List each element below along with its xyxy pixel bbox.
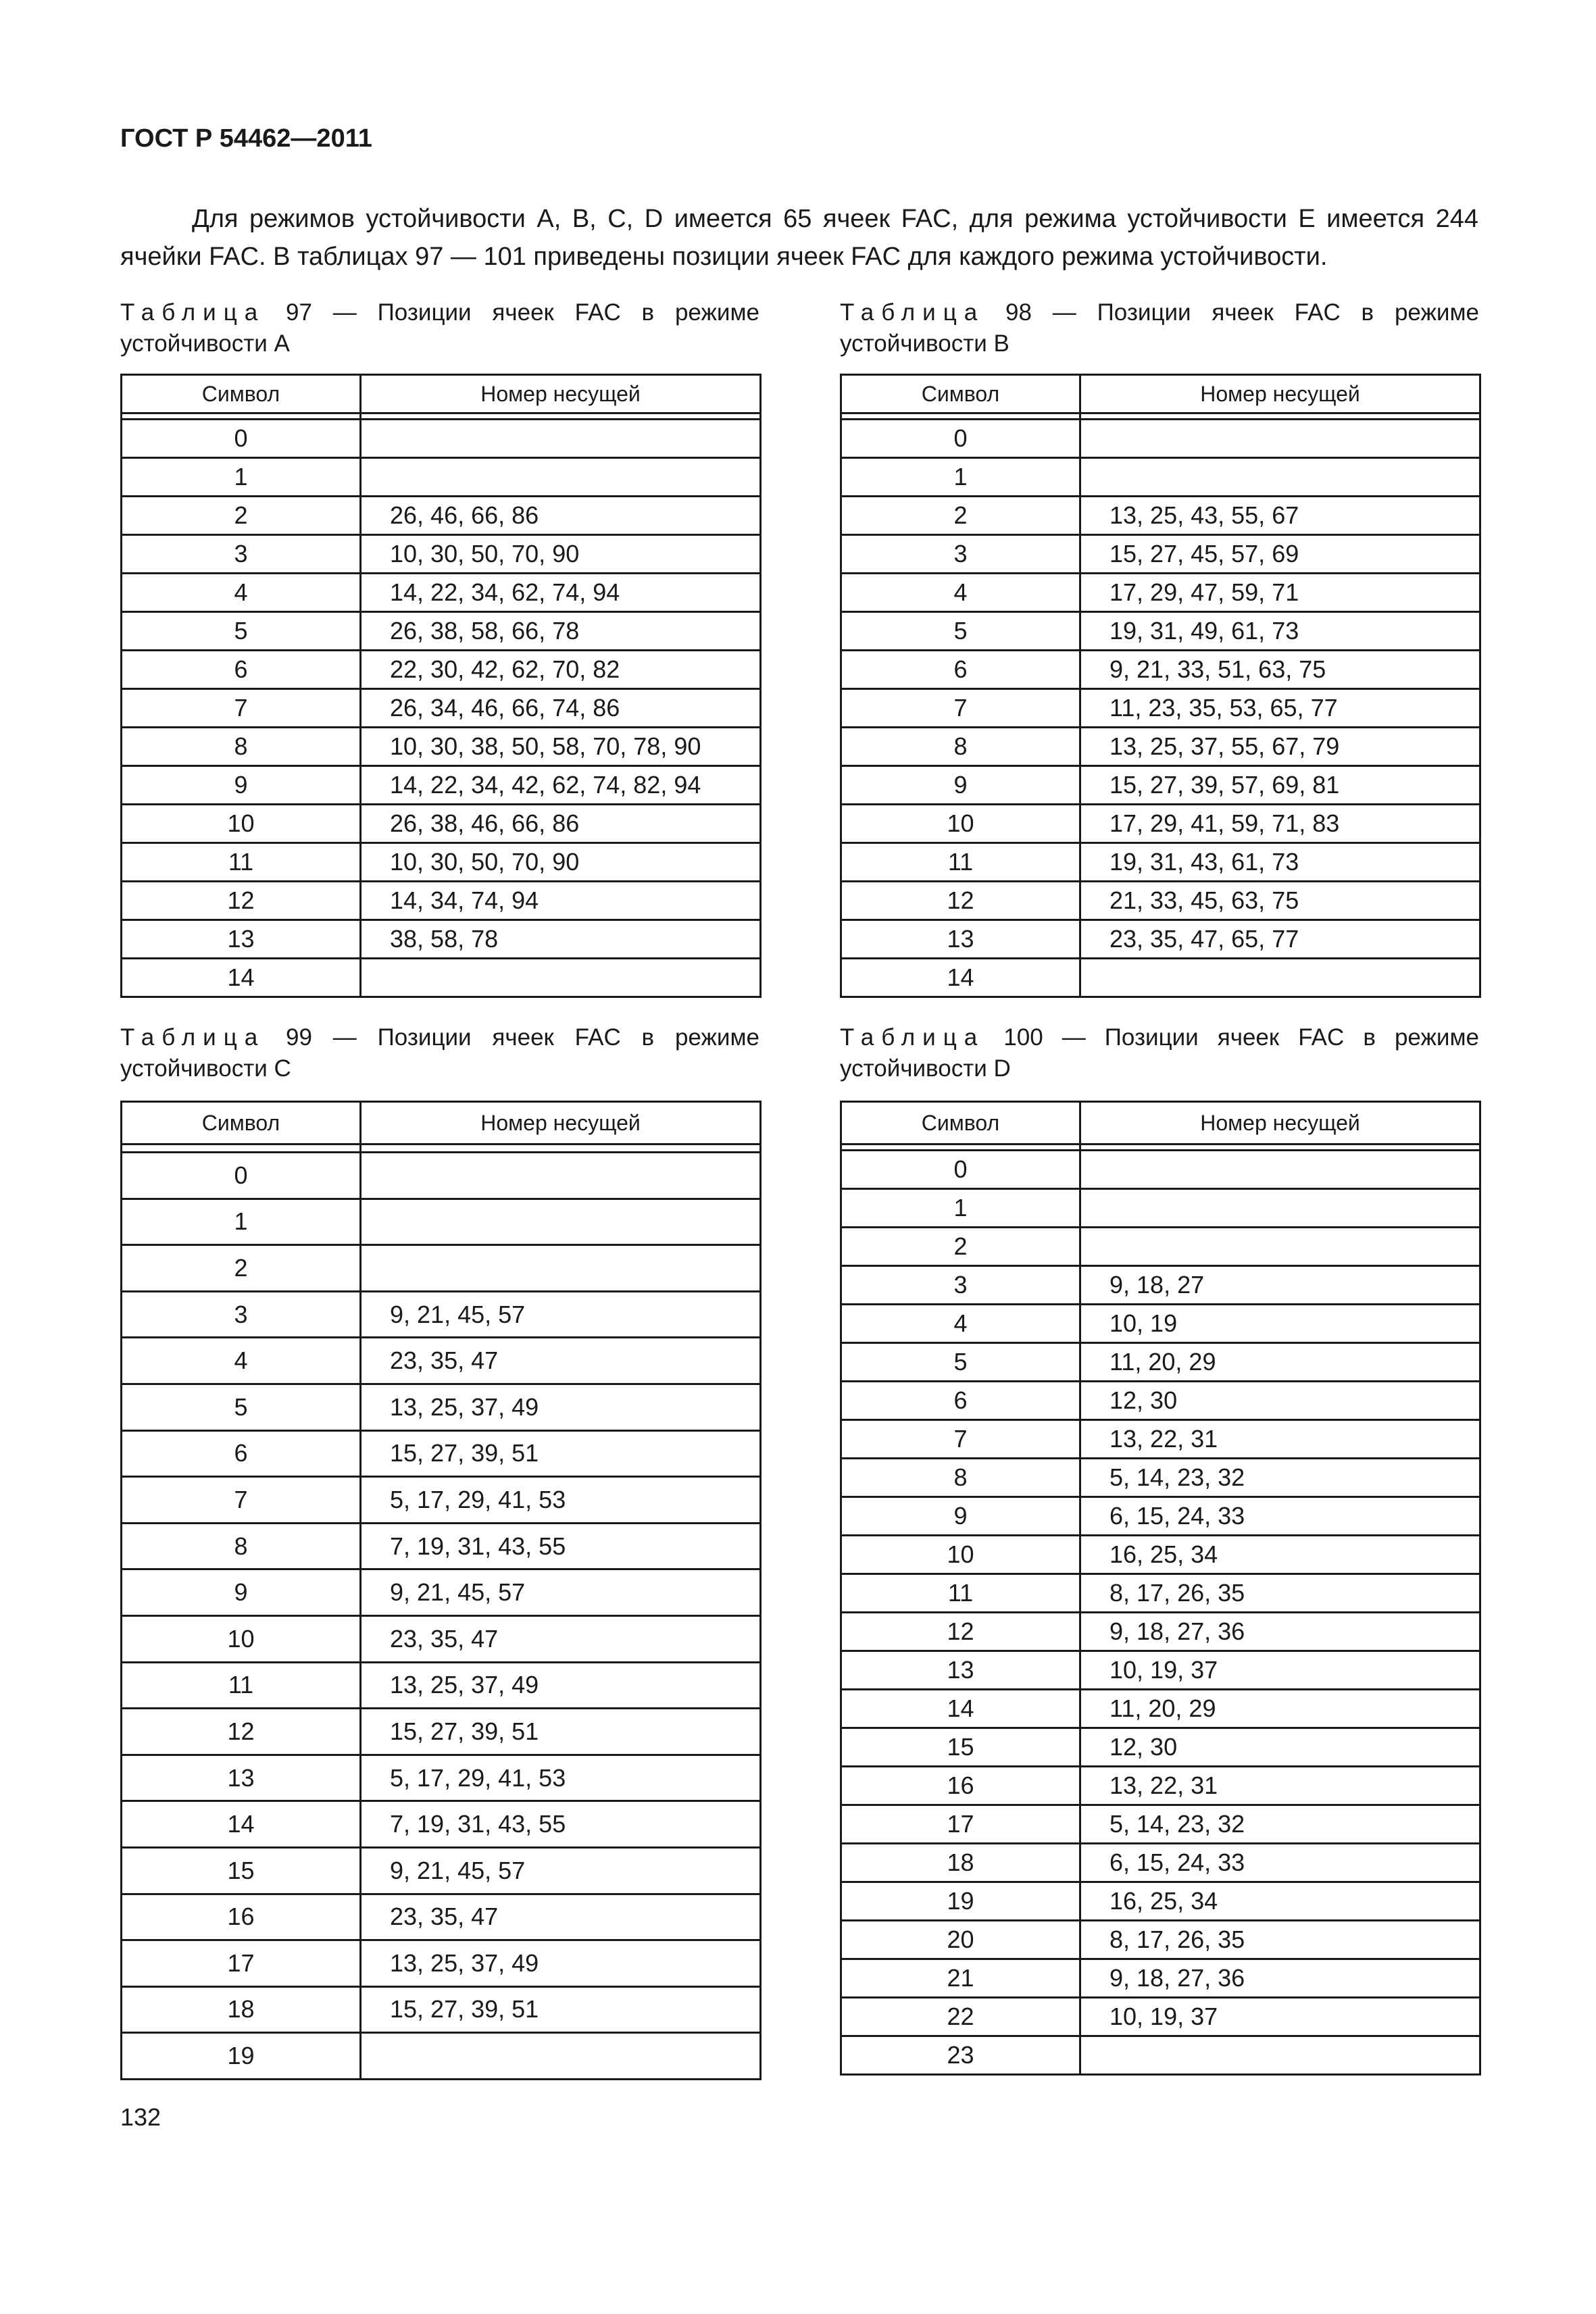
carrier-cell	[361, 1199, 761, 1245]
carrier-cell: 10, 19, 37	[1080, 1651, 1480, 1690]
carrier-cell: 15, 27, 39, 51	[361, 1986, 761, 2033]
table-row	[841, 612, 1480, 651]
column-header-carrier: Номер несущей	[361, 1102, 761, 1145]
symbol-cell: 4	[122, 1338, 361, 1384]
header-spacer-row	[841, 413, 1480, 420]
carrier-cell: 10, 19	[1080, 1305, 1480, 1343]
symbol-cell: 12	[841, 882, 1080, 920]
table-row	[122, 612, 761, 651]
table-row	[122, 959, 761, 997]
table-row	[841, 420, 1480, 458]
symbol-cell: 14	[841, 959, 1080, 997]
table-row	[841, 1998, 1480, 2036]
carrier-cell: 14, 34, 74, 94	[361, 882, 761, 920]
carrier-cell: 9, 18, 27, 36	[1080, 1613, 1480, 1651]
carrier-cell: 6, 15, 24, 33	[1080, 1497, 1480, 1536]
carrier-cell	[361, 458, 761, 497]
table-row	[841, 959, 1480, 997]
column-header-symbol: Символ	[841, 1102, 1080, 1145]
table-row	[841, 728, 1480, 766]
table-row	[122, 1338, 761, 1384]
table-row	[841, 1959, 1480, 1998]
carrier-cell: 10, 30, 50, 70, 90	[361, 535, 761, 574]
carrier-cell: 10, 30, 50, 70, 90	[361, 843, 761, 882]
table-row	[122, 689, 761, 728]
carrier-cell: 12, 30	[1080, 1728, 1480, 1767]
symbol-cell: 1	[841, 1189, 1080, 1228]
table-row	[122, 1523, 761, 1569]
fac-table-100	[840, 1101, 1481, 2076]
table-99-block	[120, 1022, 759, 2070]
symbol-cell: 7	[122, 1477, 361, 1524]
carrier-cell: 13, 25, 37, 49	[361, 1384, 761, 1430]
carrier-cell: 7, 19, 31, 43, 55	[361, 1801, 761, 1848]
table-row	[122, 1199, 761, 1245]
table-row	[841, 689, 1480, 728]
symbol-cell: 3	[841, 535, 1080, 574]
table-row	[122, 805, 761, 843]
carrier-cell: 6, 15, 24, 33	[1080, 1844, 1480, 1882]
symbol-cell: 8	[841, 1459, 1080, 1497]
symbol-cell: 19	[122, 2033, 361, 2080]
table-row	[841, 1574, 1480, 1613]
column-header-carrier: Номер несущей	[1080, 375, 1480, 413]
carrier-cell: 16, 25, 34	[1080, 1882, 1480, 1921]
caption-text: 100 — Позиции ячеек FAC в режиме устойчивости D	[840, 1024, 1479, 1082]
carrier-cell: 5, 17, 29, 41, 53	[361, 1477, 761, 1524]
table-row	[841, 1305, 1480, 1343]
symbol-cell: 20	[841, 1921, 1080, 1959]
symbol-cell: 7	[841, 1420, 1080, 1459]
table-row	[122, 1755, 761, 1801]
table-row	[841, 1921, 1480, 1959]
table-row	[841, 2036, 1480, 2075]
carrier-cell: 15, 27, 39, 51	[361, 1709, 761, 1755]
header-spacer-row	[841, 1145, 1480, 1151]
carrier-cell: 9, 21, 45, 57	[361, 1847, 761, 1894]
table-row	[122, 843, 761, 882]
table-row	[841, 1728, 1480, 1767]
carrier-cell: 14, 22, 34, 42, 62, 74, 82, 94	[361, 766, 761, 805]
carrier-cell: 38, 58, 78	[361, 920, 761, 959]
symbol-cell: 6	[122, 1430, 361, 1477]
symbol-cell: 0	[841, 1151, 1080, 1189]
symbol-cell: 2	[841, 1228, 1080, 1266]
symbol-cell: 17	[841, 1805, 1080, 1844]
symbol-cell: 19	[841, 1882, 1080, 1921]
table-row	[841, 1189, 1480, 1228]
table-row	[122, 497, 761, 535]
caption-text: 98 — Позиции ячеек FAC в режиме устойчивости B	[840, 299, 1479, 357]
symbol-cell: 4	[841, 574, 1080, 612]
symbol-cell: 10	[122, 1615, 361, 1662]
table-row	[841, 805, 1480, 843]
symbol-cell: 11	[841, 843, 1080, 882]
table-row	[841, 1382, 1480, 1420]
symbol-cell: 17	[122, 1940, 361, 1987]
column-header-symbol: Символ	[122, 375, 361, 413]
symbol-cell: 1	[122, 458, 361, 497]
symbol-cell: 8	[122, 1523, 361, 1569]
table-row	[841, 1844, 1480, 1882]
header-spacer-row	[122, 1145, 761, 1153]
table-row	[122, 766, 761, 805]
table-row	[122, 1847, 761, 1894]
carrier-cell: 13, 22, 31	[1080, 1420, 1480, 1459]
table-row	[841, 920, 1480, 959]
symbol-cell: 0	[122, 1153, 361, 1199]
table-row	[841, 1151, 1480, 1189]
carrier-cell: 19, 31, 43, 61, 73	[1080, 843, 1480, 882]
carrier-cell: 23, 35, 47, 65, 77	[1080, 920, 1480, 959]
carrier-cell: 23, 35, 47	[361, 1338, 761, 1384]
symbol-cell: 13	[122, 920, 361, 959]
symbol-cell: 21	[841, 1959, 1080, 1998]
table-row	[841, 1690, 1480, 1728]
table-row	[122, 574, 761, 612]
column-header-carrier: Номер несущей	[361, 375, 761, 413]
carrier-cell: 11, 20, 29	[1080, 1343, 1480, 1382]
carrier-cell: 22, 30, 42, 62, 70, 82	[361, 651, 761, 689]
symbol-cell: 10	[841, 805, 1080, 843]
carrier-cell: 13, 22, 31	[1080, 1767, 1480, 1805]
carrier-cell: 10, 19, 37	[1080, 1998, 1480, 2036]
carrier-cell: 23, 35, 47	[361, 1894, 761, 1940]
carrier-cell: 26, 34, 46, 66, 74, 86	[361, 689, 761, 728]
carrier-cell	[1080, 959, 1480, 997]
carrier-cell: 26, 38, 46, 66, 86	[361, 805, 761, 843]
carrier-cell: 19, 31, 49, 61, 73	[1080, 612, 1480, 651]
symbol-cell: 9	[841, 766, 1080, 805]
table-row	[122, 1801, 761, 1848]
column-header-carrier: Номер несущей	[1080, 1102, 1480, 1145]
table-row	[122, 728, 761, 766]
symbol-cell: 6	[841, 651, 1080, 689]
caption-text: 99 — Позиции ячеек FAC в режиме устойчивости C	[120, 1024, 759, 1082]
carrier-cell: 23, 35, 47	[361, 1615, 761, 1662]
symbol-cell: 1	[122, 1199, 361, 1245]
carrier-cell: 13, 25, 37, 49	[361, 1662, 761, 1709]
symbol-cell: 3	[122, 1291, 361, 1338]
caption-word: Таблица	[840, 1024, 985, 1051]
carrier-cell: 7, 19, 31, 43, 55	[361, 1523, 761, 1569]
caption-text: 97 — Позиции ячеек FAC в режиме устойчивости A	[120, 299, 759, 357]
carrier-cell: 11, 20, 29	[1080, 1690, 1480, 1728]
symbol-cell: 11	[122, 843, 361, 882]
table-caption	[840, 1022, 1479, 1084]
caption-word: Таблица	[840, 299, 985, 326]
carrier-cell: 8, 17, 26, 35	[1080, 1921, 1480, 1959]
carrier-cell	[361, 1153, 761, 1199]
carrier-cell: 21, 33, 45, 63, 75	[1080, 882, 1480, 920]
table-row	[841, 1459, 1480, 1497]
carrier-cell: 9, 18, 27	[1080, 1266, 1480, 1305]
carrier-cell: 13, 25, 37, 49	[361, 1940, 761, 1987]
symbol-cell: 11	[122, 1662, 361, 1709]
carrier-cell	[361, 1245, 761, 1292]
table-row	[841, 458, 1480, 497]
symbol-cell: 5	[122, 1384, 361, 1430]
carrier-cell: 11, 23, 35, 53, 65, 77	[1080, 689, 1480, 728]
carrier-cell: 5, 14, 23, 32	[1080, 1459, 1480, 1497]
symbol-cell: 10	[122, 805, 361, 843]
table-row	[122, 1291, 761, 1338]
table-row	[122, 920, 761, 959]
table-row	[841, 766, 1480, 805]
carrier-cell: 15, 27, 45, 57, 69	[1080, 535, 1480, 574]
table-row	[122, 1940, 761, 1987]
symbol-cell: 2	[122, 1245, 361, 1292]
table-row	[841, 535, 1480, 574]
symbol-cell: 3	[122, 535, 361, 574]
caption-word: Таблица	[120, 299, 266, 326]
table-row	[122, 882, 761, 920]
table-row	[122, 651, 761, 689]
carrier-cell	[361, 420, 761, 458]
table-row	[841, 1228, 1480, 1266]
carrier-cell: 26, 38, 58, 66, 78	[361, 612, 761, 651]
symbol-cell: 6	[122, 651, 361, 689]
fac-table-97	[120, 374, 762, 998]
carrier-cell: 13, 25, 43, 55, 67	[1080, 497, 1480, 535]
table-row	[841, 843, 1480, 882]
table-row	[841, 1497, 1480, 1536]
table-row	[122, 1569, 761, 1616]
symbol-cell: 5	[841, 1343, 1080, 1382]
symbol-cell: 15	[841, 1728, 1080, 1767]
symbol-cell: 18	[122, 1986, 361, 2033]
table-row	[122, 420, 761, 458]
table-row	[122, 1153, 761, 1199]
symbol-cell: 9	[122, 1569, 361, 1616]
symbol-cell: 5	[122, 612, 361, 651]
symbol-cell: 3	[841, 1266, 1080, 1305]
symbol-cell: 10	[841, 1536, 1080, 1574]
table-row	[841, 1613, 1480, 1651]
symbol-cell: 15	[122, 1847, 361, 1894]
carrier-cell: 14, 22, 34, 62, 74, 94	[361, 574, 761, 612]
table-97-block	[120, 297, 759, 991]
table-row	[841, 1420, 1480, 1459]
carrier-cell: 17, 29, 47, 59, 71	[1080, 574, 1480, 612]
symbol-cell: 16	[122, 1894, 361, 1940]
symbol-cell: 6	[841, 1382, 1080, 1420]
symbol-cell: 8	[122, 728, 361, 766]
symbol-cell: 14	[122, 1801, 361, 1848]
carrier-cell: 15, 27, 39, 57, 69, 81	[1080, 766, 1480, 805]
symbol-cell: 9	[122, 766, 361, 805]
symbol-cell: 7	[841, 689, 1080, 728]
symbol-cell: 14	[122, 959, 361, 997]
symbol-cell: 4	[841, 1305, 1080, 1343]
symbol-cell: 0	[841, 420, 1080, 458]
table-row	[841, 1536, 1480, 1574]
table-row	[122, 535, 761, 574]
carrier-cell	[1080, 420, 1480, 458]
carrier-cell: 5, 17, 29, 41, 53	[361, 1755, 761, 1801]
carrier-cell: 9, 21, 45, 57	[361, 1291, 761, 1338]
table-caption	[840, 297, 1479, 359]
carrier-cell	[361, 2033, 761, 2080]
symbol-cell: 13	[841, 920, 1080, 959]
symbol-cell: 14	[841, 1690, 1080, 1728]
table-caption	[120, 297, 759, 359]
table-row	[122, 1894, 761, 1940]
table-row	[841, 1767, 1480, 1805]
carrier-cell	[1080, 458, 1480, 497]
carrier-cell: 9, 18, 27, 36	[1080, 1959, 1480, 1998]
fac-table-98	[840, 374, 1481, 998]
table-caption	[120, 1022, 759, 1084]
carrier-cell: 12, 30	[1080, 1382, 1480, 1420]
symbol-cell: 4	[122, 574, 361, 612]
table-row	[122, 1477, 761, 1524]
symbol-cell: 11	[841, 1574, 1080, 1613]
table-row	[841, 1882, 1480, 1921]
table-row	[841, 1805, 1480, 1844]
column-header-symbol: Символ	[841, 375, 1080, 413]
carrier-cell: 8, 17, 26, 35	[1080, 1574, 1480, 1613]
symbol-cell: 7	[122, 689, 361, 728]
caption-word: Таблица	[120, 1024, 266, 1051]
carrier-cell: 5, 14, 23, 32	[1080, 1805, 1480, 1844]
header-spacer-row	[122, 413, 761, 420]
table-row	[122, 1709, 761, 1755]
document-header: ГОСТ Р 54462—2011	[120, 124, 372, 153]
fac-table-99	[120, 1101, 762, 2080]
symbol-cell: 12	[122, 1709, 361, 1755]
symbol-cell: 13	[841, 1651, 1080, 1690]
carrier-cell: 16, 25, 34	[1080, 1536, 1480, 1574]
symbol-cell: 12	[122, 882, 361, 920]
symbol-cell: 18	[841, 1844, 1080, 1882]
table-row	[122, 1615, 761, 1662]
symbol-cell: 16	[841, 1767, 1080, 1805]
table-row	[841, 497, 1480, 535]
intro-paragraph: Для режимов устойчивости A, B, C, D имеется 65 ячеек FAC, для режима устойчивости E имеется 244 ячейки FAC. В таблицах 97 — 101 приведены позиции ячеек FAC для каждого режима устойчивости.	[120, 205, 1478, 271]
symbol-cell: 2	[122, 497, 361, 535]
table-row	[841, 1343, 1480, 1382]
carrier-cell: 9, 21, 45, 57	[361, 1569, 761, 1616]
table-row	[841, 574, 1480, 612]
table-row	[841, 1651, 1480, 1690]
table-row	[841, 1266, 1480, 1305]
table-row	[122, 1986, 761, 2033]
carrier-cell	[1080, 1228, 1480, 1266]
carrier-cell	[361, 959, 761, 997]
symbol-cell: 0	[122, 420, 361, 458]
table-row	[841, 651, 1480, 689]
carrier-cell	[1080, 2036, 1480, 2075]
symbol-cell: 2	[841, 497, 1080, 535]
symbol-cell: 22	[841, 1998, 1080, 2036]
carrier-cell: 17, 29, 41, 59, 71, 83	[1080, 805, 1480, 843]
table-row	[122, 458, 761, 497]
table-row	[122, 1430, 761, 1477]
symbol-cell: 1	[841, 458, 1080, 497]
table-row	[122, 1384, 761, 1430]
carrier-cell: 15, 27, 39, 51	[361, 1430, 761, 1477]
table-row	[122, 1245, 761, 1292]
carrier-cell	[1080, 1151, 1480, 1189]
table-row	[841, 882, 1480, 920]
carrier-cell: 9, 21, 33, 51, 63, 75	[1080, 651, 1480, 689]
carrier-cell: 13, 25, 37, 55, 67, 79	[1080, 728, 1480, 766]
table-row	[122, 2033, 761, 2080]
carrier-cell	[1080, 1189, 1480, 1228]
symbol-cell: 13	[122, 1755, 361, 1801]
carrier-cell: 26, 46, 66, 86	[361, 497, 761, 535]
symbol-cell: 8	[841, 728, 1080, 766]
symbol-cell: 23	[841, 2036, 1080, 2075]
table-row	[122, 1662, 761, 1709]
symbol-cell: 5	[841, 612, 1080, 651]
page-number: 132	[120, 2103, 161, 2131]
symbol-cell: 9	[841, 1497, 1080, 1536]
table-100-block	[840, 1022, 1479, 2069]
column-header-symbol: Символ	[122, 1102, 361, 1145]
carrier-cell: 10, 30, 38, 50, 58, 70, 78, 90	[361, 728, 761, 766]
symbol-cell: 12	[841, 1613, 1080, 1651]
table-98-block	[840, 297, 1479, 991]
